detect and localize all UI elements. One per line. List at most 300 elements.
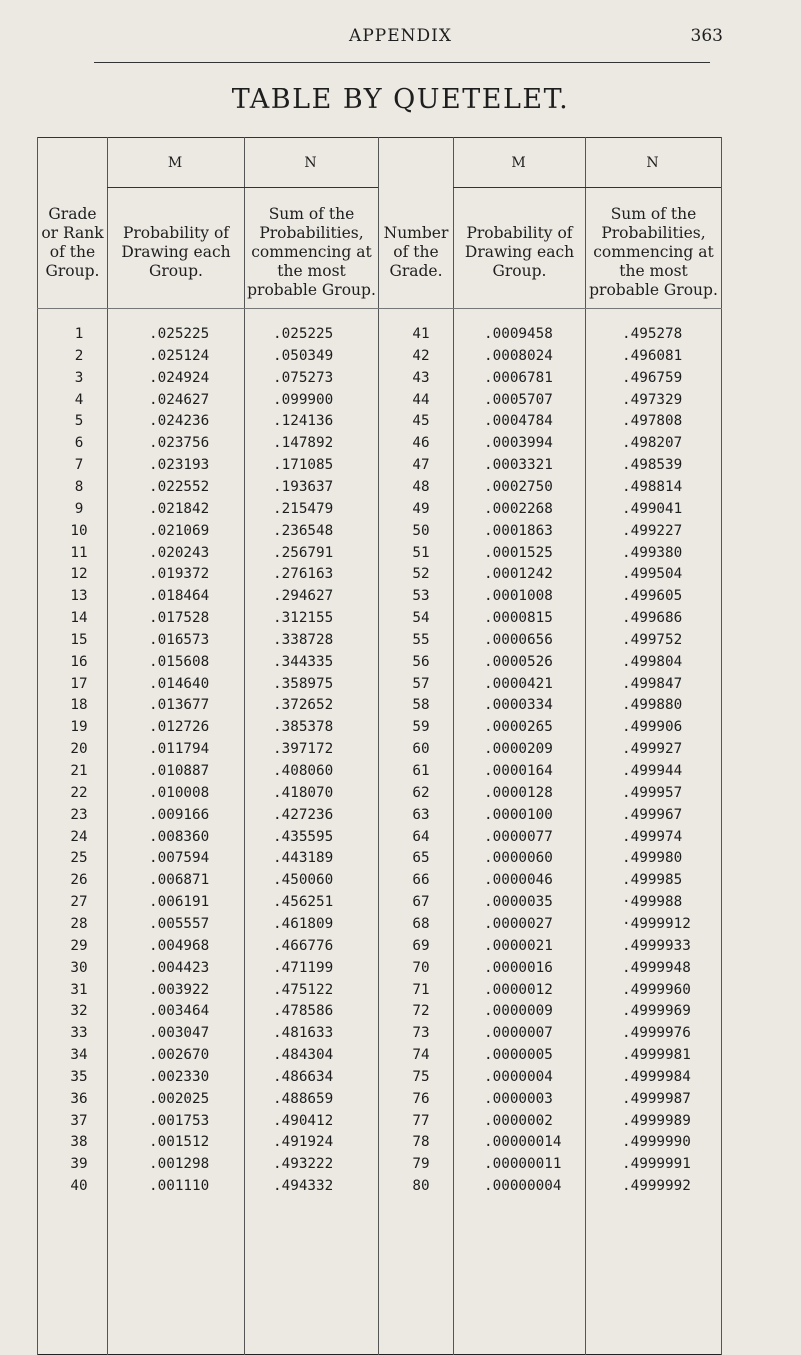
probability-cell: .0000016 xyxy=(484,959,553,976)
probability-cell: .019372 xyxy=(149,566,210,583)
table-row xyxy=(37,457,722,479)
sum-cell: .478586 xyxy=(273,1003,334,1020)
table-row xyxy=(37,872,722,894)
probability-cell: .0000334 xyxy=(484,697,553,714)
number-cell: 80 xyxy=(412,1178,430,1195)
header-subrule xyxy=(107,187,378,188)
header-rule xyxy=(94,62,710,63)
probability-cell: .017528 xyxy=(149,610,210,627)
sum-cell: .499752 xyxy=(622,631,683,648)
number-cell: 75 xyxy=(412,1068,430,1085)
quetelet-table xyxy=(37,137,722,1355)
sum-cell: .294627 xyxy=(273,588,334,605)
sum-cell: .471199 xyxy=(273,959,334,976)
probability-cell: .022552 xyxy=(149,478,210,495)
probability-cell: .0000007 xyxy=(484,1025,553,1042)
probability-cell: .0000100 xyxy=(484,806,553,823)
sum-cell: .499686 xyxy=(622,610,683,627)
probability-cell: .0003321 xyxy=(484,457,553,474)
probability-cell: .010887 xyxy=(149,763,210,779)
grade-cell: 8 xyxy=(74,478,84,495)
grade-cell: 5 xyxy=(74,413,84,430)
probability-cell: .024627 xyxy=(149,391,210,408)
sum-cell: .256791 xyxy=(273,544,334,561)
probability-cell: .002025 xyxy=(149,1090,210,1107)
number-cell: 71 xyxy=(412,981,430,998)
table-row xyxy=(37,501,722,523)
grade-cell: 25 xyxy=(70,850,88,867)
table-row xyxy=(37,982,722,1004)
number-cell: 42 xyxy=(412,347,430,364)
number-cell: 65 xyxy=(412,850,430,867)
number-cell: 49 xyxy=(412,500,430,517)
probability-cell: .003464 xyxy=(149,1003,210,1020)
table-row xyxy=(37,1047,722,1069)
table-row xyxy=(37,1091,722,1113)
number-cell: 48 xyxy=(412,478,430,495)
grade-cell: 28 xyxy=(70,915,88,932)
sum-cell: .461809 xyxy=(273,915,334,932)
probability-cell: .0000012 xyxy=(484,981,553,998)
number-cell: 67 xyxy=(412,894,430,911)
sum-cell: .408060 xyxy=(273,763,334,779)
table-row xyxy=(37,588,722,610)
probability-cell: .021842 xyxy=(149,500,210,517)
number-cell: 69 xyxy=(412,937,430,954)
grade-cell: 4 xyxy=(74,391,84,408)
grade-cell: 22 xyxy=(70,784,88,801)
probability-cell: .0001863 xyxy=(484,522,553,539)
number-cell: 78 xyxy=(412,1134,430,1151)
probability-cell: .0000002 xyxy=(484,1112,553,1129)
table-row xyxy=(37,435,722,457)
sum-cell: .4999991 xyxy=(622,1156,691,1173)
grade-cell: 18 xyxy=(70,697,88,714)
sum-cell: .4999981 xyxy=(622,1047,691,1064)
number-cell: 44 xyxy=(412,391,430,408)
table-row xyxy=(37,763,722,785)
probability-cell: .024236 xyxy=(149,413,210,430)
sum-cell: .499804 xyxy=(622,653,683,670)
probability-cell: .0008024 xyxy=(484,347,553,364)
sum-cell: .499847 xyxy=(622,675,683,692)
grade-cell: 33 xyxy=(70,1025,88,1042)
sum-cell: .338728 xyxy=(273,631,334,648)
table-row xyxy=(37,392,722,414)
sum-cell: .499880 xyxy=(622,697,683,714)
probability-cell: .0000815 xyxy=(484,610,553,627)
probability-cell: .0000060 xyxy=(484,850,553,867)
sum-cell: .025225 xyxy=(273,326,334,342)
table-row xyxy=(37,1113,722,1135)
grade-cell: 13 xyxy=(70,588,88,605)
sum-cell: .499944 xyxy=(622,763,683,779)
sum-cell: .466776 xyxy=(273,937,334,954)
number-cell: 58 xyxy=(412,697,430,714)
probability-cell: .020243 xyxy=(149,544,210,561)
number-cell: 50 xyxy=(412,522,430,539)
probability-cell: .015608 xyxy=(149,653,210,670)
header-probability-left: Probability of Drawing each Group. xyxy=(121,224,231,280)
probability-cell: .011794 xyxy=(149,741,210,758)
table-row xyxy=(37,413,722,435)
probability-cell: .025225 xyxy=(149,326,210,342)
probability-cell: .004968 xyxy=(149,937,210,954)
header-grade: Grade or Rank of the Group. xyxy=(41,205,104,280)
grade-cell: 32 xyxy=(70,1003,88,1020)
sum-cell: .499380 xyxy=(622,544,683,561)
number-cell: 66 xyxy=(412,872,430,889)
sum-cell: .499504 xyxy=(622,566,683,583)
running-head xyxy=(0,26,801,50)
sum-cell: .456251 xyxy=(273,894,334,911)
probability-cell: .0006781 xyxy=(484,369,553,386)
grade-cell: 2 xyxy=(74,347,84,364)
probability-cell: .0000077 xyxy=(484,828,553,845)
table-row xyxy=(37,741,722,763)
probability-cell: .025124 xyxy=(149,347,210,364)
probability-cell: .0009458 xyxy=(484,326,553,342)
probability-cell: .023193 xyxy=(149,457,210,474)
sum-cell: .4999948 xyxy=(622,959,691,976)
sum-cell: .075273 xyxy=(273,369,334,386)
number-cell: 54 xyxy=(412,610,430,627)
table-row xyxy=(37,676,722,698)
probability-cell: .0001008 xyxy=(484,588,553,605)
sum-cell: .481633 xyxy=(273,1025,334,1042)
number-cell: 76 xyxy=(412,1090,430,1107)
header-sum-right: Sum of the Probabilities, commencing at the most probable Group. xyxy=(589,205,718,299)
running-title: APPENDIX xyxy=(349,26,452,46)
sum-cell: .344335 xyxy=(273,653,334,670)
grade-cell: 19 xyxy=(70,719,88,736)
sum-cell: .499985 xyxy=(622,872,683,889)
table-row xyxy=(37,545,722,567)
probability-cell: .0000046 xyxy=(484,872,553,889)
grade-cell: 16 xyxy=(70,653,88,670)
sum-cell: .4999960 xyxy=(622,981,691,998)
number-cell: 43 xyxy=(412,369,430,386)
sum-cell: ·4999912 xyxy=(622,915,691,932)
header-number: Number of the Grade. xyxy=(383,224,449,280)
probability-cell: .005557 xyxy=(149,915,210,932)
table-row xyxy=(37,326,722,348)
probability-cell: .0001525 xyxy=(484,544,553,561)
header-subrule xyxy=(453,187,721,188)
grade-cell: 7 xyxy=(74,457,84,474)
probability-cell: .006871 xyxy=(149,872,210,889)
sum-cell: .4999933 xyxy=(622,937,691,954)
table-row xyxy=(37,807,722,829)
probability-cell: .00000011 xyxy=(484,1156,562,1173)
probability-cell: .024924 xyxy=(149,369,210,386)
sum-cell: .4999976 xyxy=(622,1025,691,1042)
sum-cell: .486634 xyxy=(273,1068,334,1085)
header-probability-right: Probability of Drawing each Group. xyxy=(464,224,575,280)
sum-cell: .450060 xyxy=(273,872,334,889)
sum-cell: .499227 xyxy=(622,522,683,539)
number-cell: 60 xyxy=(412,741,430,758)
probability-cell: .0000027 xyxy=(484,915,553,932)
probability-cell: .0003994 xyxy=(484,435,553,452)
table-row xyxy=(37,1003,722,1025)
probability-cell: .0001242 xyxy=(484,566,553,583)
sum-cell: .484304 xyxy=(273,1047,334,1064)
table-row xyxy=(37,654,722,676)
number-cell: 52 xyxy=(412,566,430,583)
grade-cell: 3 xyxy=(74,369,84,386)
probability-cell: .001753 xyxy=(149,1112,210,1129)
probability-cell: .018464 xyxy=(149,588,210,605)
probability-cell: .0000035 xyxy=(484,894,553,911)
sum-cell: .4999984 xyxy=(622,1068,691,1085)
table-row xyxy=(37,938,722,960)
table-row xyxy=(37,850,722,872)
sum-cell: .499957 xyxy=(622,784,683,801)
sum-cell: .236548 xyxy=(273,522,334,539)
grade-cell: 31 xyxy=(70,981,88,998)
sum-cell: .435595 xyxy=(273,828,334,845)
sum-cell: .147892 xyxy=(273,435,334,452)
sum-cell: .358975 xyxy=(273,675,334,692)
grade-cell: 6 xyxy=(74,435,84,452)
grade-cell: 27 xyxy=(70,894,88,911)
sum-cell: .215479 xyxy=(273,500,334,517)
number-cell: 74 xyxy=(412,1047,430,1064)
probability-cell: .0002750 xyxy=(484,478,553,495)
grade-cell: 14 xyxy=(70,610,88,627)
probability-cell: .0000021 xyxy=(484,937,553,954)
table-row xyxy=(37,1025,722,1047)
table-row xyxy=(37,1069,722,1091)
table-row xyxy=(37,785,722,807)
sum-cell: .490412 xyxy=(273,1112,334,1129)
probability-cell: .0002268 xyxy=(484,500,553,517)
grade-cell: 9 xyxy=(74,500,84,517)
sum-cell: .124136 xyxy=(273,413,334,430)
number-cell: 41 xyxy=(412,326,430,342)
probability-cell: .00000004 xyxy=(484,1178,562,1195)
probability-cell: .0000005 xyxy=(484,1047,553,1064)
number-cell: 68 xyxy=(412,915,430,932)
probability-cell: .006191 xyxy=(149,894,210,911)
sum-cell: .4999987 xyxy=(622,1090,691,1107)
probability-cell: .0005707 xyxy=(484,391,553,408)
sum-cell: .498539 xyxy=(622,457,683,474)
probability-cell: .0000526 xyxy=(484,653,553,670)
sum-cell: .099900 xyxy=(273,391,334,408)
probability-cell: .0000003 xyxy=(484,1090,553,1107)
number-cell: 64 xyxy=(412,828,430,845)
probability-cell: .014640 xyxy=(149,675,210,692)
column-letter-n: N xyxy=(646,155,660,171)
sum-cell: .496759 xyxy=(622,369,683,386)
number-cell: 73 xyxy=(412,1025,430,1042)
sum-cell: .499927 xyxy=(622,741,683,758)
table-row xyxy=(37,1134,722,1156)
probability-cell: .021069 xyxy=(149,522,210,539)
sum-cell: .193637 xyxy=(273,478,334,495)
probability-cell: .0000128 xyxy=(484,784,553,801)
number-cell: 62 xyxy=(412,784,430,801)
probability-cell: .008360 xyxy=(149,828,210,845)
probability-cell: .023756 xyxy=(149,435,210,452)
table-title: TABLE BY QUETELET. xyxy=(231,84,570,115)
grade-cell: 26 xyxy=(70,872,88,889)
grade-cell: 34 xyxy=(70,1047,88,1064)
grade-cell: 38 xyxy=(70,1134,88,1151)
grade-cell: 23 xyxy=(70,806,88,823)
sum-cell: .497808 xyxy=(622,413,683,430)
table-row xyxy=(37,697,722,719)
table-row xyxy=(37,894,722,916)
number-cell: 63 xyxy=(412,806,430,823)
probability-cell: .0000209 xyxy=(484,741,553,758)
probability-cell: .0000164 xyxy=(484,763,553,779)
sum-cell: .499906 xyxy=(622,719,683,736)
sum-cell: .491924 xyxy=(273,1134,334,1151)
probability-cell: .0000421 xyxy=(484,675,553,692)
sum-cell: .385378 xyxy=(273,719,334,736)
grade-cell: 1 xyxy=(74,326,84,342)
sum-cell: .475122 xyxy=(273,981,334,998)
grade-cell: 36 xyxy=(70,1090,88,1107)
sum-cell: .372652 xyxy=(273,697,334,714)
column-letter-n: N xyxy=(304,155,318,171)
sum-cell: .4999992 xyxy=(622,1178,691,1195)
probability-cell: .003922 xyxy=(149,981,210,998)
sum-cell: .498814 xyxy=(622,478,683,495)
sum-cell: .497329 xyxy=(622,391,683,408)
probability-cell: .001298 xyxy=(149,1156,210,1173)
number-cell: 45 xyxy=(412,413,430,430)
grade-cell: 39 xyxy=(70,1156,88,1173)
number-cell: 59 xyxy=(412,719,430,736)
probability-cell: .002330 xyxy=(149,1068,210,1085)
probability-cell: .0000656 xyxy=(484,631,553,648)
grade-cell: 30 xyxy=(70,959,88,976)
number-cell: 57 xyxy=(412,675,430,692)
grade-cell: 11 xyxy=(70,544,88,561)
sum-cell: .276163 xyxy=(273,566,334,583)
table-row xyxy=(37,523,722,545)
grade-cell: 12 xyxy=(70,566,88,583)
probability-cell: .0004784 xyxy=(484,413,553,430)
sum-cell: .496081 xyxy=(622,347,683,364)
sum-cell: .499980 xyxy=(622,850,683,867)
sum-cell: .312155 xyxy=(273,610,334,627)
table-row xyxy=(37,348,722,370)
header-bottom-rule xyxy=(37,308,722,309)
sum-cell: .499967 xyxy=(622,806,683,823)
page-number: 363 xyxy=(690,26,723,46)
sum-cell: .171085 xyxy=(273,457,334,474)
grade-cell: 21 xyxy=(70,763,88,779)
table-row xyxy=(37,1156,722,1178)
grade-cell: 20 xyxy=(70,741,88,758)
sum-cell: .4999990 xyxy=(622,1134,691,1151)
number-cell: 79 xyxy=(412,1156,430,1173)
table-row xyxy=(37,960,722,982)
sum-cell: .499974 xyxy=(622,828,683,845)
sum-cell: .050349 xyxy=(273,347,334,364)
number-cell: 55 xyxy=(412,631,430,648)
grade-cell: 40 xyxy=(70,1178,88,1195)
probability-cell: .009166 xyxy=(149,806,210,823)
sum-cell: .397172 xyxy=(273,741,334,758)
sum-cell: ·499988 xyxy=(622,894,683,911)
number-cell: 51 xyxy=(412,544,430,561)
table-row xyxy=(37,610,722,632)
sum-cell: .4999989 xyxy=(622,1112,691,1129)
grade-cell: 17 xyxy=(70,675,88,692)
table-row xyxy=(37,1178,722,1200)
table-row xyxy=(37,632,722,654)
probability-cell: .0000009 xyxy=(484,1003,553,1020)
number-cell: 47 xyxy=(412,457,430,474)
grade-cell: 37 xyxy=(70,1112,88,1129)
probability-cell: .001110 xyxy=(149,1178,210,1195)
number-cell: 56 xyxy=(412,653,430,670)
probability-cell: .007594 xyxy=(149,850,210,867)
table-row xyxy=(37,479,722,501)
number-cell: 61 xyxy=(412,763,430,779)
sum-cell: .499605 xyxy=(622,588,683,605)
table-row xyxy=(37,916,722,938)
table-row xyxy=(37,566,722,588)
sum-cell: .499041 xyxy=(622,500,683,517)
number-cell: 70 xyxy=(412,959,430,976)
grade-cell: 29 xyxy=(70,937,88,954)
number-cell: 46 xyxy=(412,435,430,452)
sum-cell: .488659 xyxy=(273,1090,334,1107)
probability-cell: .004423 xyxy=(149,959,210,976)
sum-cell: .493222 xyxy=(273,1156,334,1173)
grade-cell: 15 xyxy=(70,631,88,648)
sum-cell: .494332 xyxy=(273,1178,334,1195)
grade-cell: 24 xyxy=(70,828,88,845)
probability-cell: .0000265 xyxy=(484,719,553,736)
sum-cell: .418070 xyxy=(273,784,334,801)
sum-cell: .495278 xyxy=(622,326,683,342)
probability-cell: .001512 xyxy=(149,1134,210,1151)
number-cell: 77 xyxy=(412,1112,430,1129)
table-row xyxy=(37,719,722,741)
sum-cell: .498207 xyxy=(622,435,683,452)
header-sum-left: Sum of the Probabilities, commencing at the most probable Group. xyxy=(247,205,376,299)
sum-cell: .427236 xyxy=(273,806,334,823)
probability-cell: .010008 xyxy=(149,784,210,801)
grade-cell: 35 xyxy=(70,1068,88,1085)
probability-cell: .003047 xyxy=(149,1025,210,1042)
table-row xyxy=(37,829,722,851)
grade-cell: 10 xyxy=(70,522,88,539)
probability-cell: .013677 xyxy=(149,697,210,714)
probability-cell: .0000004 xyxy=(484,1068,553,1085)
number-cell: 72 xyxy=(412,1003,430,1020)
column-letter-m: M xyxy=(511,155,527,171)
column-letter-m: M xyxy=(167,155,184,171)
probability-cell: .016573 xyxy=(149,631,210,648)
probability-cell: .002670 xyxy=(149,1047,210,1064)
number-cell: 53 xyxy=(412,588,430,605)
probability-cell: .012726 xyxy=(149,719,210,736)
probability-cell: .00000014 xyxy=(484,1134,562,1151)
table-top-rule xyxy=(37,137,722,138)
sum-cell: .443189 xyxy=(273,850,334,867)
sum-cell: .4999969 xyxy=(622,1003,691,1020)
table-row xyxy=(37,370,722,392)
